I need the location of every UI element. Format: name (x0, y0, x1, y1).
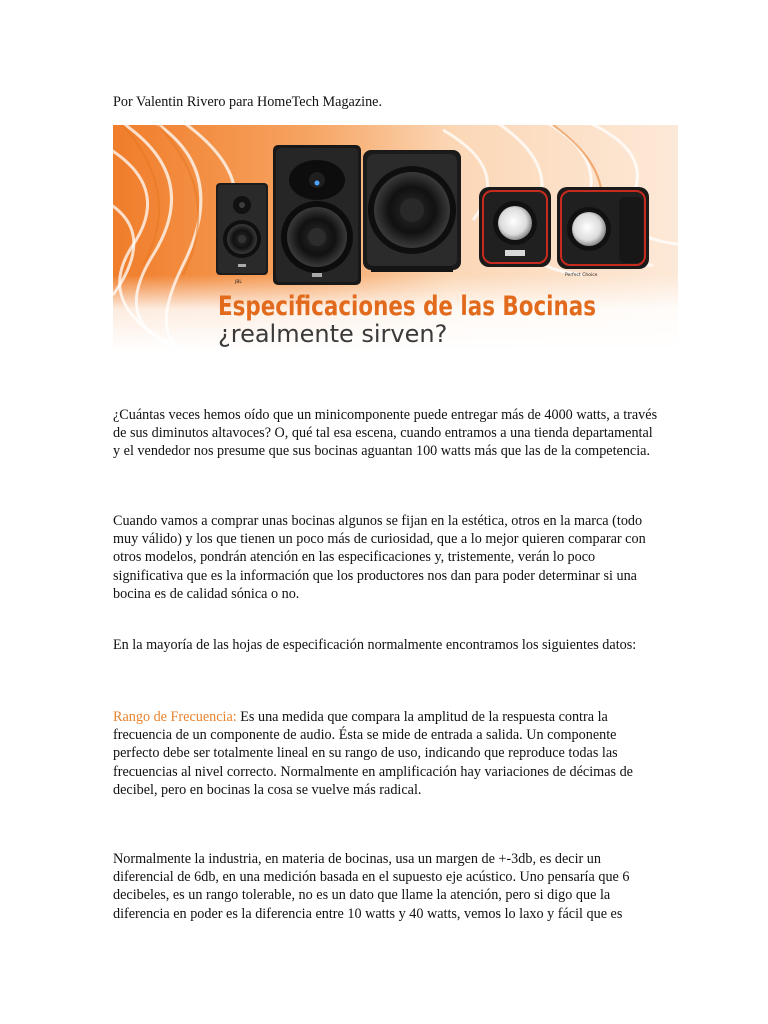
brand-right-label: Perfect Choice (565, 273, 598, 278)
small-monitor-speaker (216, 183, 268, 275)
paragraph-buying: Cuando vamos a comprar unas bocinas algunos se fijan en la estética, otros en la marca (todo muy válido) y los que tienen un poco más de curiosidad, que a lo mejor quieren comparar con otros modelos, pondrán atención en las especificaciones y, tristemente, verán lo poco significativa que es la información que los productores nos dan para poder determinar si una bocina es de calidad sónica o no. (113, 513, 646, 602)
byline: Por Valentin Rivero para HomeTech Magazine. (113, 94, 383, 110)
paragraph-spec-sheets: En la mayoría de las hojas de especificación normalmente encontramos los siguientes datos: (113, 637, 637, 653)
banner-subtitle: ¿realmente sirven? (218, 320, 448, 348)
banner-title: Especificaciones de las Bocinas (218, 291, 596, 322)
speakers-banner-graphic (113, 125, 678, 351)
small-cube-speaker-right (557, 187, 649, 269)
paragraph-industry-margin: Normalmente la industria, en materia de bocinas, usa un margen de +-3db, es decir un diferencial de 6db, en una medición basada en el supuesto eje acústico. Uno pensaría que 6 decibeles, es un rango tolerable, no es un dato que llame la atención, pero si digo que la diferencia en poder es la diferencia entre 10 watts y 40 watts, vemos lo laxo y fácil que es (113, 851, 630, 922)
term-frequency-range: Rango de Frecuencia: (113, 709, 237, 725)
banner-image (113, 125, 678, 351)
subwoofer-speaker (363, 150, 461, 272)
paragraph-intro: ¿Cuántas veces hemos oído que un minicomponente puede entregar más de 4000 watts, a través de sus diminutos altavoces? O, qué tal esa escena, cuando entramos a una tienda departamental y el vendedor nos presume que sus bocinas aguantan 100 watts más que las de la competencia. (113, 407, 658, 460)
paragraph-frequency-range (113, 708, 661, 799)
large-monitor-speaker (273, 145, 361, 285)
brand-left-label: JBL (235, 280, 242, 285)
small-cube-speaker-left (479, 187, 551, 267)
frequency-range-body: Es una medida que compara la amplitud de la respuesta contra la frecuencia de un componente de audio. Ésta se mide de entrada a salida. Un componente perfecto debe ser totalmente lineal en su rango de uso, indicando que reproduce todas las frecuencias al nivel correcto. Normalmente en amplificación hay variaciones de décimas de decibel, pero en bocinas la cosa se vuelve más radical. (113, 709, 633, 798)
